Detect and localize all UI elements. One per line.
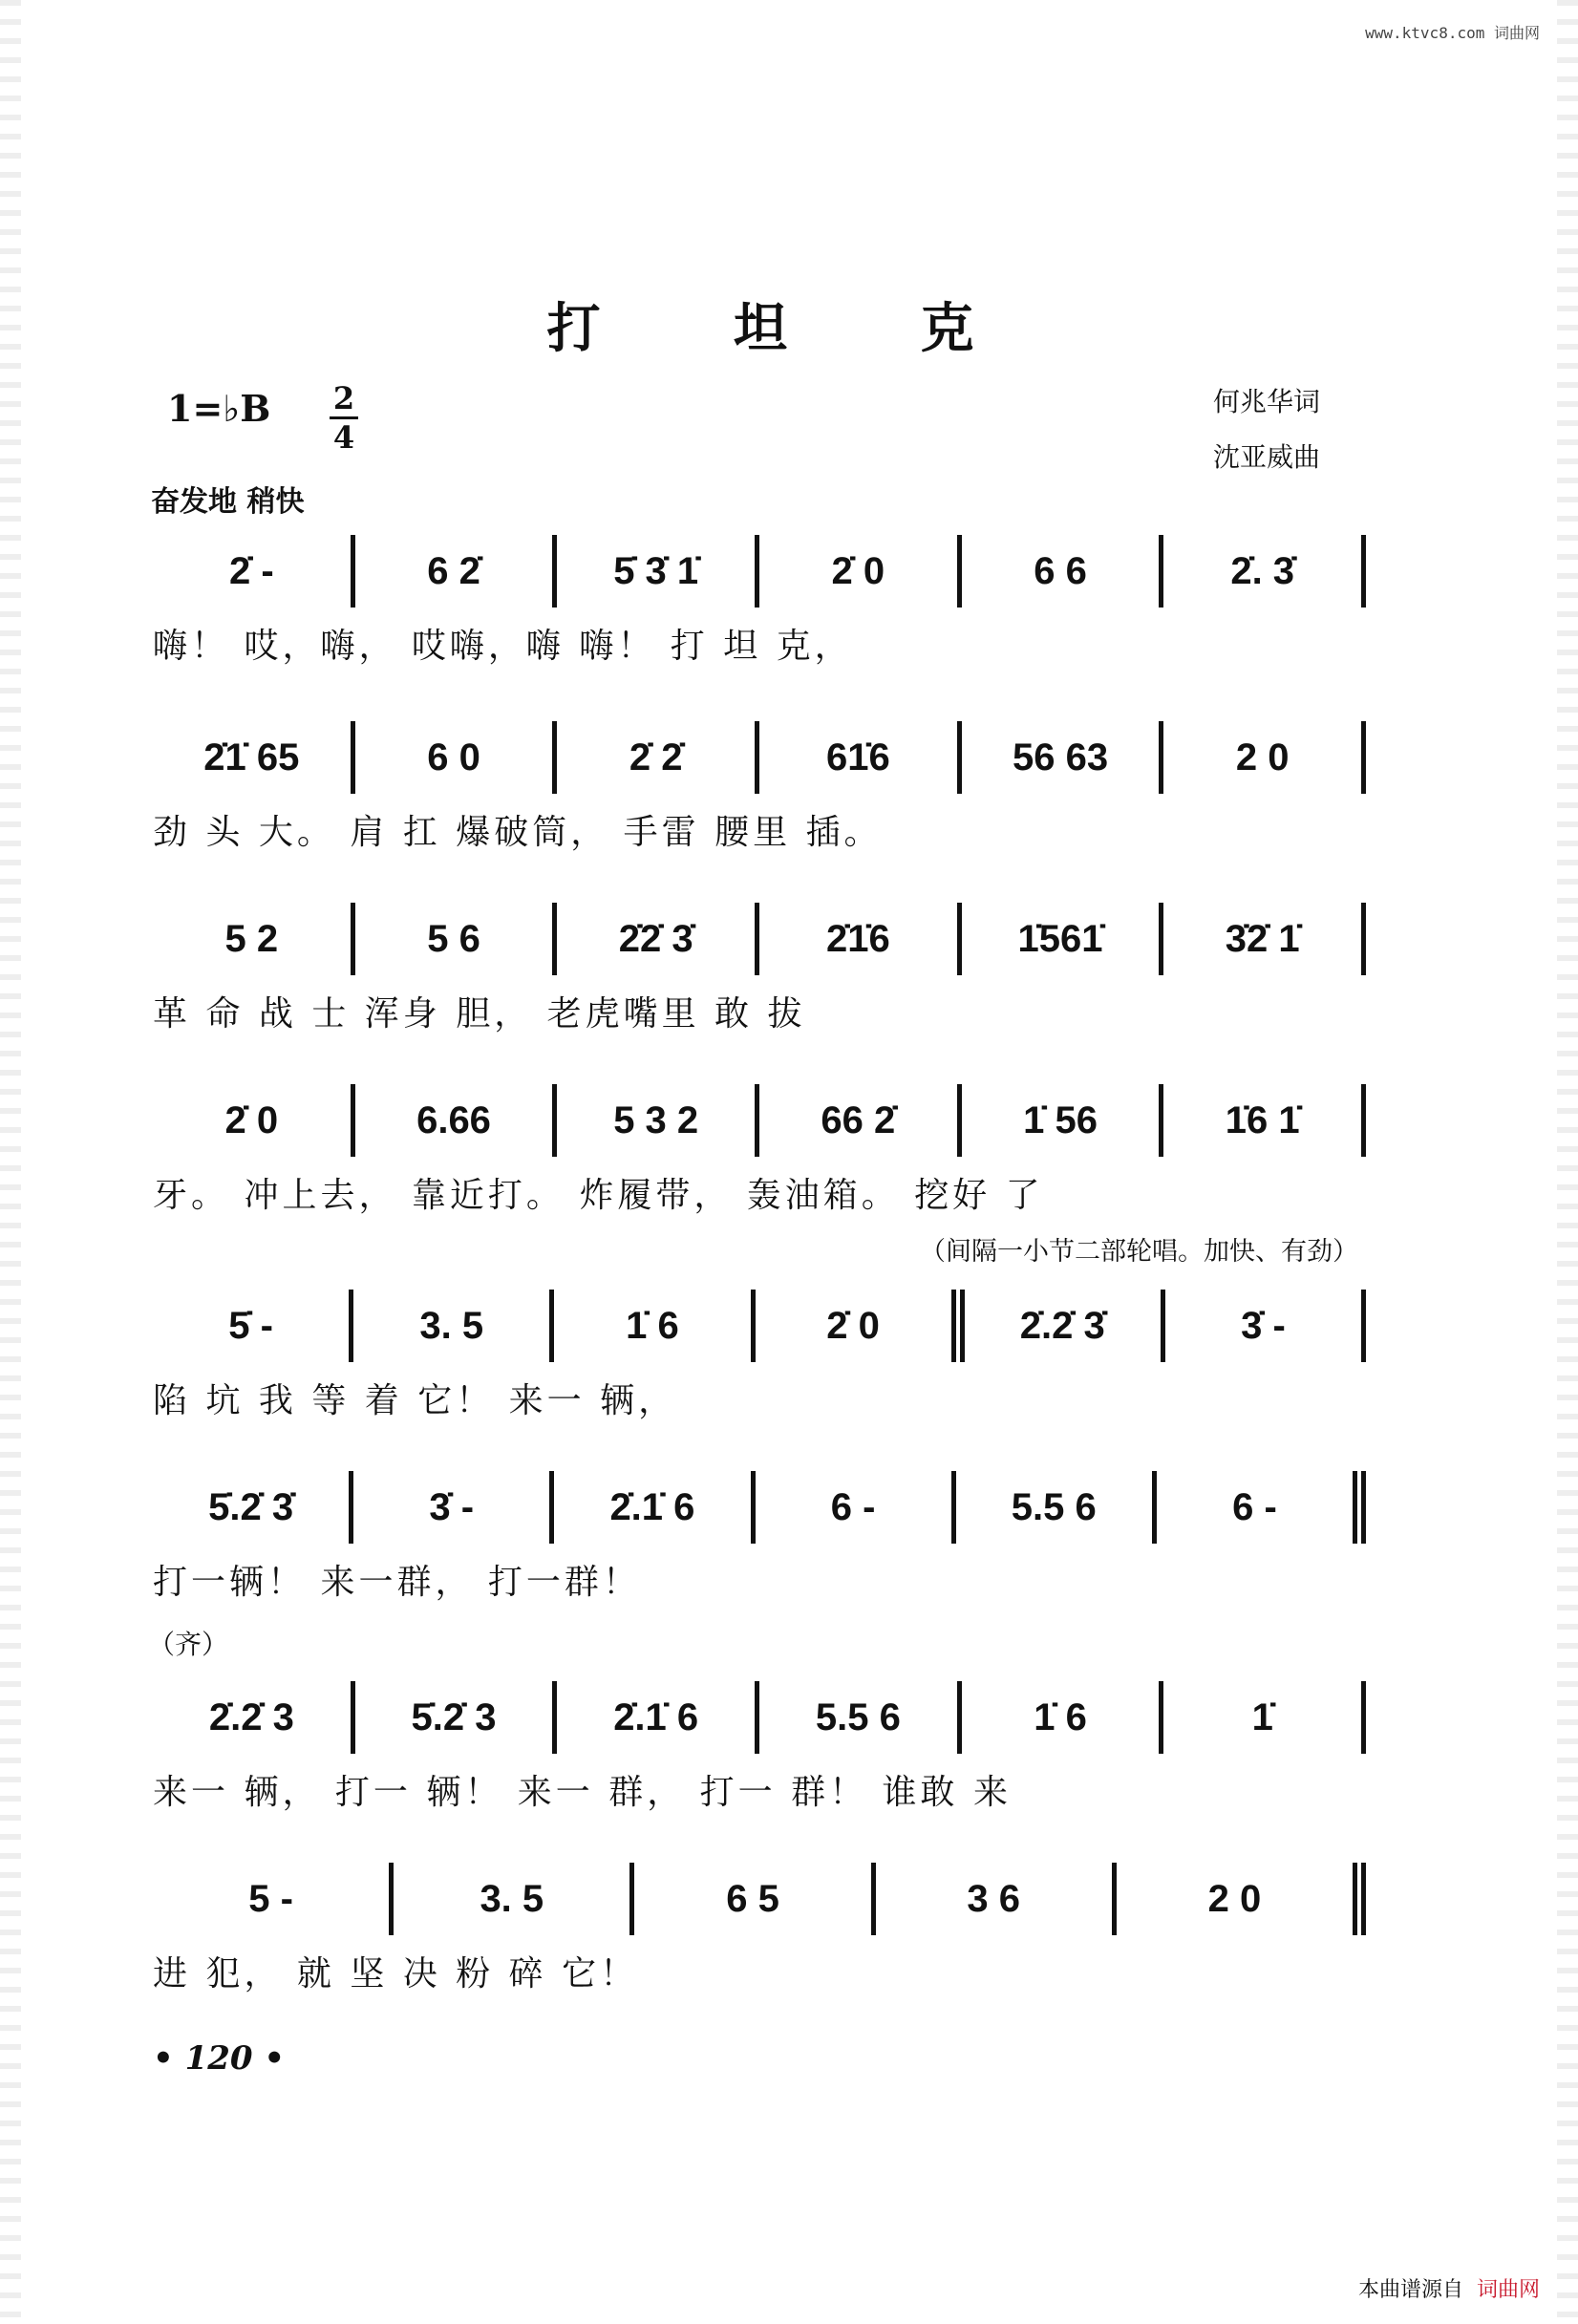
- measure: 3̇ -: [429, 1485, 475, 1528]
- notation-row: [153, 1471, 1366, 1544]
- measure: 2 0: [1235, 736, 1290, 778]
- notation-row: [153, 1681, 1366, 1754]
- measure: 2̇.1̇ 6: [613, 1695, 699, 1738]
- measure: 5.5 6: [815, 1695, 901, 1738]
- part-label: （齐）: [148, 1629, 229, 1660]
- measure: 5̇.2̇ 3̇: [208, 1485, 294, 1528]
- measure: 2 0: [1207, 1877, 1262, 1920]
- measure: 1̇ 6: [626, 1304, 679, 1347]
- measure: 2̇ 0: [831, 549, 885, 592]
- source-footer: [1358, 2273, 1540, 2303]
- measure: 2̇2̇ 3̇: [618, 917, 693, 960]
- measure: 3. 5: [419, 1304, 484, 1347]
- page-number: • 120 •: [153, 2039, 286, 2078]
- measure: 1̇6 1̇: [1225, 1098, 1300, 1141]
- measure: 6 -: [1232, 1485, 1277, 1528]
- notation-row: [153, 1290, 1366, 1362]
- notation-row: [153, 721, 1366, 794]
- source-text: 本曲谱源自: [1357, 2278, 1463, 2302]
- lyric-row: 牙。 冲上去， 靠近打。 炸履带， 轰油箱。 挖好 了: [153, 1176, 1044, 1215]
- lyric-row: 革 命 战 士 浑身 胆， 老虎嘴里 敢 拔: [153, 994, 806, 1034]
- barline: [1361, 1681, 1366, 1754]
- lyric-row: 陷 坑 我 等 着 它！ 来一 辆，: [153, 1381, 677, 1420]
- measure: 2̇1̇6: [825, 917, 890, 960]
- barline: [1361, 535, 1366, 608]
- measure: 1̇ 56: [1023, 1098, 1098, 1141]
- composer: 沈亚威曲: [1212, 441, 1320, 473]
- measure: 2̇1̇ 65: [203, 736, 300, 778]
- measure: 2̇ 2̇: [629, 736, 683, 778]
- notation-row: [153, 1084, 1366, 1157]
- measure: 2̇.2̇ 3: [208, 1695, 294, 1738]
- measure: 2̇.2̇ 3̇: [1019, 1304, 1105, 1347]
- lyric-row: 进 犯， 就 坚 决 粉 碎 它！: [153, 1954, 639, 1994]
- measure: 6.66: [416, 1098, 491, 1141]
- measure: 3̇2̇ 1̇: [1225, 917, 1300, 960]
- barline: [1361, 721, 1366, 794]
- notation-row: [153, 1863, 1366, 1935]
- song-title: 打 坦 克: [546, 297, 1032, 360]
- measure: 5̇ -: [228, 1304, 273, 1347]
- repeat-start-barline: [951, 1290, 965, 1362]
- measure: 56 63: [1012, 736, 1109, 778]
- measure: 5 2: [224, 917, 279, 960]
- measure: 6 5: [726, 1877, 779, 1920]
- notation-row: [153, 903, 1366, 975]
- lyric-row: 打一辆！ 来一群， 打一群！: [153, 1563, 641, 1602]
- lyricist: 何兆华词: [1212, 386, 1320, 417]
- performance-direction: （间隔一小节二部轮唱。加快、有劲）: [920, 1237, 1358, 1267]
- barline: [1361, 1084, 1366, 1157]
- measure: 5 3 2: [613, 1098, 699, 1141]
- notation-row: [153, 535, 1366, 608]
- credits: [1213, 374, 1320, 485]
- measure: 6 -: [830, 1485, 876, 1528]
- measure: 61̇6: [825, 736, 890, 778]
- barline: [1361, 1290, 1366, 1362]
- measure: 3. 5: [480, 1877, 544, 1920]
- measure: 6 0: [427, 736, 480, 778]
- measure: 2̇ 0: [224, 1098, 279, 1141]
- measure: 5 -: [248, 1877, 293, 1920]
- lyric-row: 来一 辆， 打一 辆！ 来一 群， 打一 群！ 谁敢 来: [153, 1773, 1012, 1812]
- final-barline: [1353, 1863, 1366, 1935]
- measure: 3 6: [967, 1877, 1021, 1920]
- measure: 2̇ 0: [826, 1304, 880, 1347]
- measure: 2̇.1̇ 6: [609, 1485, 695, 1528]
- measure: 5.5 6: [1011, 1485, 1097, 1528]
- lyric-row: 劲 头 大。 肩 扛 爆破筒， 手雷 腰里 插。: [153, 813, 883, 852]
- measure: 5 6: [427, 917, 480, 960]
- measure: 6 2̇: [427, 549, 480, 592]
- time-signature: [330, 382, 358, 454]
- lyric-row: 嗨！ 哎，嗨， 哎嗨，嗨 嗨！ 打 坦 克，: [153, 627, 853, 666]
- measure: 6 6: [1034, 549, 1087, 592]
- time-top: 2: [332, 380, 355, 416]
- measure: 5̇ 3̇ 1̇: [613, 549, 699, 592]
- measure: 2̇ -: [228, 549, 274, 592]
- measure: 3̇ -: [1241, 1304, 1286, 1347]
- watermark-top: www.ktvc8.com 词曲网: [1365, 24, 1540, 42]
- key-signature: 1=♭B: [167, 387, 271, 430]
- measure: 1̇: [1251, 1695, 1273, 1738]
- measure: 2̇. 3̇: [1230, 549, 1295, 592]
- measure: 66 2̇: [821, 1098, 896, 1141]
- time-bottom: 4: [332, 419, 355, 456]
- measure: 1̇ 6: [1034, 1695, 1087, 1738]
- tempo-marking: 奋发地 稍快: [151, 485, 305, 519]
- repeat-end-barline: [1353, 1471, 1366, 1544]
- source-brand-link[interactable]: 词曲网: [1476, 2278, 1540, 2302]
- measure: 1̇561̇: [1017, 917, 1103, 960]
- measure: 5̇.2̇ 3: [411, 1695, 497, 1738]
- barline: [1361, 903, 1366, 975]
